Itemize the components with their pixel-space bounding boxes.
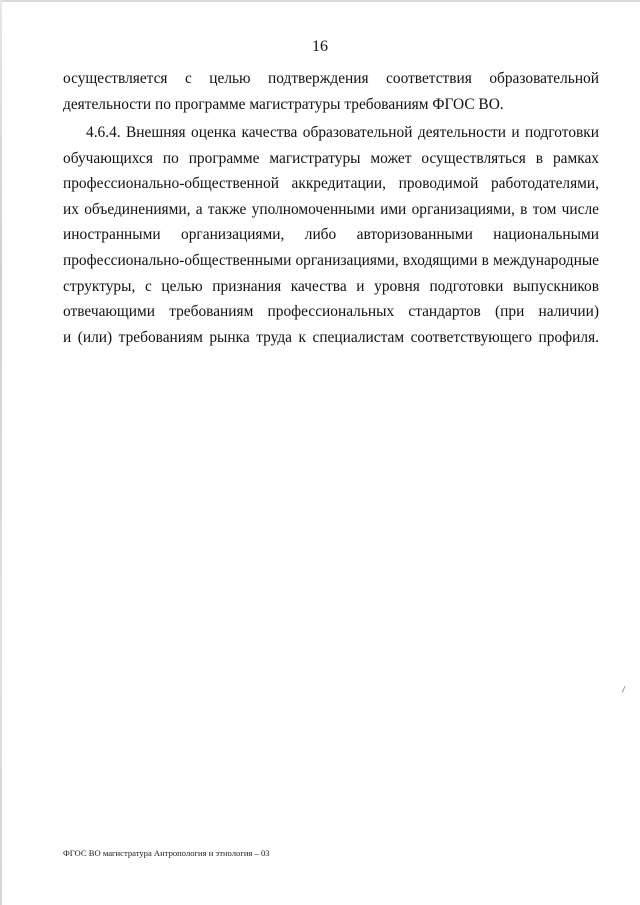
paragraph-2-line-8: отвечающими требованиям профессиональных стандартов (при наличии) [63, 303, 599, 321]
paragraph-4-6-4 [63, 120, 599, 350]
document-footer: ФГОС ВО магистратура Антропология и этнология – 03 [63, 848, 270, 858]
paragraph-2-line-1: 4.6.4. Внешняя оценка качества образовательной деятельности и подготовки [86, 124, 599, 141]
paragraph-1-line-2: деятельности по программе магистратуры требованиям ФГОС ВО. [63, 95, 504, 113]
paragraph-2-line-7: структуры, с целью признания качества и уровня подготовки выпускников [63, 277, 599, 295]
paragraph-2-line-4: их объединениями, а также уполномоченными ими организациями, в том числе [63, 200, 599, 218]
paragraph-2-line-5: иностранными организациями, либо авторизованными национальными [63, 226, 599, 244]
paragraph-2-line-3: профессионально-общественной аккредитации, проводимой работодателями, [63, 175, 599, 193]
scan-edge-left [0, 0, 2, 905]
paragraph-1-line-1: осуществляется с целью подтверждения соответствия образовательной [63, 70, 599, 87]
paragraph-2-line-9: и (или) требованиям рынка труда к специалистам соответствующего профиля. [63, 328, 599, 346]
page-number: 16 [312, 38, 328, 55]
paragraph-continuation [63, 66, 599, 117]
paragraph-2-line-2: обучающихся по программе магистратуры может осуществляться в рамках [63, 149, 599, 167]
paragraph-2-line-6: профессионально-общественными организациями, входящими в международные [63, 251, 599, 269]
scan-artifact-mark [622, 686, 626, 693]
scan-edge-top [0, 0, 640, 2]
